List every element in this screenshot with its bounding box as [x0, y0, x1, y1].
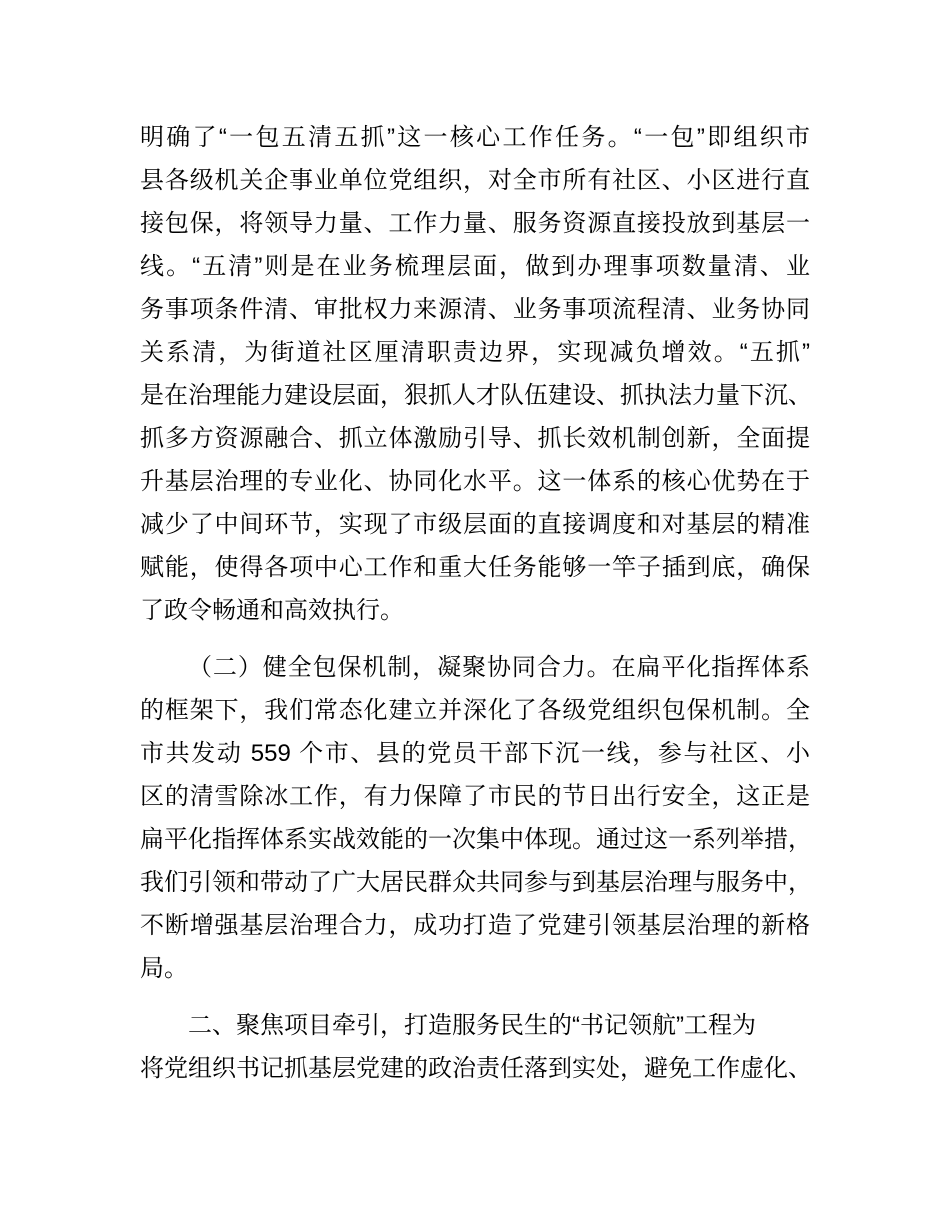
text-line: 明确了“一包五清五抓”这一核心工作任务。“一包”即组织市 — [140, 124, 810, 151]
text-line: 市共发动 559 个市、县的党员干部下沉一线，参与社区、小 — [140, 740, 810, 767]
document-content — [140, 116, 810, 1090]
text-line: 减少了中间环节，实现了市级层面的直接调度和对基层的精准 — [140, 511, 810, 538]
text-line: 我们引领和带动了广大居民群众共同参与到基层治理与服务中， — [140, 869, 812, 896]
text-line: 关系清，为街道社区厘清职责边界，实现减负增效。“五抓” — [140, 339, 810, 366]
text-line: 升基层治理的专业化、协同化水平。这一体系的核心优势在于 — [140, 468, 810, 495]
text-line: 的框架下，我们常态化建立并深化了各级党组织包保机制。全 — [140, 697, 810, 724]
text-line: 务事项条件清、审批权力来源清、业务事项流程清、业务协同 — [140, 296, 810, 323]
text-line: 赋能，使得各项中心工作和重大任务能够一竿子插到底，确保 — [140, 554, 810, 581]
text-line: 扁平化指挥体系实战效能的一次集中体现。通过这一系列举措， — [140, 826, 812, 853]
text-line: 将党组织书记抓基层党建的政治责任落到实处，避免工作虚化、 — [140, 1055, 812, 1082]
text-line: 接包保，将领导力量、工作力量、服务资源直接投放到基层一 — [140, 210, 810, 237]
paragraph-shuji-linghang-project — [140, 1004, 810, 1090]
text-line: 抓多方资源融合、抓立体激励引导、抓长效机制创新，全面提 — [140, 425, 810, 452]
text-line: 了政令畅通和高效执行。 — [140, 597, 404, 624]
text-line: 县各级机关企事业单位党组织，对全市所有社区、小区进行直 — [140, 167, 810, 194]
text-line: 不断增强基层治理合力，成功打造了党建引领基层治理的新格 — [140, 912, 810, 939]
text-line: 局。 — [140, 955, 188, 982]
text-line: （二）健全包保机制，凝聚协同合力。在扁平化指挥体系 — [188, 654, 810, 681]
paragraph-baobao-mechanism — [140, 646, 810, 990]
text-line: 二、聚焦项目牵引，打造服务民生的“书记领航”工程为 — [188, 1012, 756, 1039]
text-line: 区的清雪除冰工作，有力保障了市民的节日出行安全，这正是 — [140, 783, 810, 810]
text-line: 是在治理能力建设层面，狠抓人才队伍建设、抓执法力量下沉、 — [140, 382, 812, 409]
text-line: 线。“五清”则是在业务梳理层面，做到办理事项数量清、业 — [140, 253, 810, 280]
paragraph-flat-command-system — [140, 116, 810, 632]
